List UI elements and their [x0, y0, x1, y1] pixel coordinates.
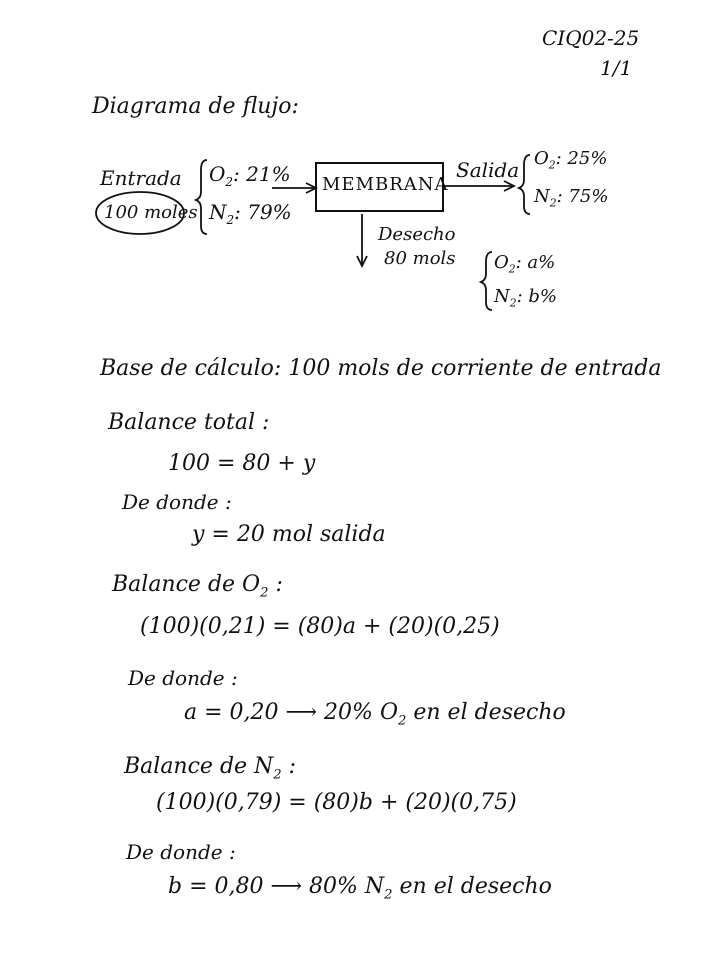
waste-amount: 80 mols — [384, 248, 456, 269]
o2-balance-equation: (100)(0,21) = (80)a + (20)(0,25) — [140, 614, 500, 639]
y-result: y = 20 mol salida — [192, 522, 386, 547]
de-donde-label: De donde : — [122, 490, 232, 514]
n2-balance-equation: (100)(0,79) = (80)b + (20)(0,75) — [156, 790, 517, 815]
inlet-n2: $N_2$: 79% — [209, 200, 292, 227]
membrane-label: MEMBRANA — [322, 174, 449, 195]
inlet-o2: $O_2$: 21% — [209, 162, 291, 189]
waste-o2: $O_2$: a% — [494, 252, 556, 276]
outlet-brace — [519, 155, 530, 214]
b-result: b = 0,80 ⟶ 80% $N_2$ en el desecho — [168, 874, 552, 903]
de-donde-label: De donde : — [128, 666, 238, 690]
waste-n2: $N_2$: b% — [494, 286, 558, 310]
a-result: a = 0,20 ⟶ 20% $O_2$ en el desecho — [184, 700, 566, 729]
outlet-n2: $N_2$: 75% — [534, 186, 609, 210]
waste-brace — [481, 252, 492, 310]
page-number: 1/1 — [600, 56, 633, 80]
outlet-label: Salida — [456, 158, 520, 182]
de-donde-label: De donde : — [126, 840, 236, 864]
document-code: CIQ02-25 — [542, 26, 640, 50]
total-balance-title: Balance total : — [108, 410, 270, 435]
total-balance-equation: 100 = 80 + y — [168, 451, 316, 476]
calculation-basis: Base de cálculo: 100 mols de corriente de entrada — [100, 356, 662, 381]
outlet-o2: $O_2$: 25% — [534, 148, 608, 172]
waste-label: Desecho — [378, 224, 456, 245]
diagram-title: Diagrama de flujo: — [92, 94, 299, 119]
inlet-label: Entrada — [100, 166, 182, 190]
n2-balance-title: Balance de $N_2$ : — [124, 754, 297, 783]
o2-balance-title: Balance de $O_2$ : — [112, 572, 283, 601]
inlet-amount: 100 moles — [104, 202, 198, 223]
inlet-brace — [196, 160, 207, 234]
